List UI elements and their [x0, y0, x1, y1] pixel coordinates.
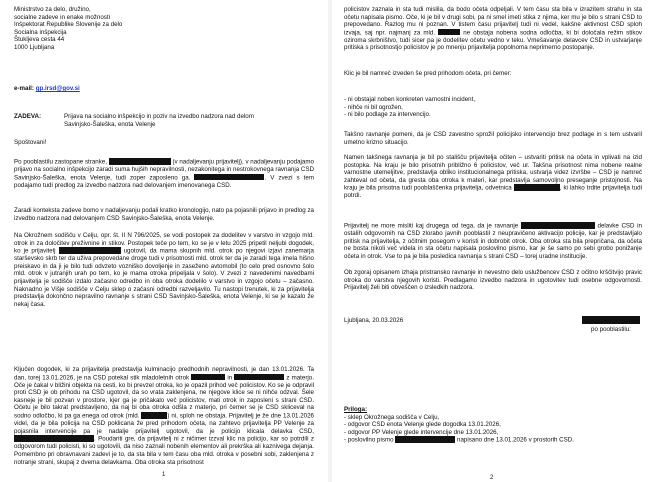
paragraph-text: Prijavitelj ne more misliti kaj drugega od tega, da je ravnanje — [344, 222, 519, 230]
redaction — [14, 435, 94, 442]
paragraph-call: Klic je bil namreč izveden še pred prihodom očeta, pri čemer: — [344, 70, 512, 77]
redaction — [234, 374, 284, 381]
page-number: 2 — [490, 475, 494, 481]
sender-line: socialne zadeve in enake možnosti — [14, 13, 110, 21]
email-line — [14, 85, 80, 93]
attachments — [344, 406, 642, 444]
attachment-item: - odgovor PP Velenje glede intervencije dne 13.01.2026, — [344, 428, 499, 436]
list-item: - nihče ni bil ogrožen, — [344, 103, 403, 111]
greeting: Spoštovani! — [14, 139, 47, 146]
paragraph-text: - poslovilno pismo — [344, 436, 394, 444]
condition-list — [344, 96, 642, 119]
list-item: - ni bilo podlage za intervencijo. — [344, 111, 431, 119]
paragraph-conclusion: Takšno ravnanje pomeni, da je CSD zavestno sprožil policijsko intervencijo brez podlage in s tem ustvaril umetno krizno situacijo. — [344, 131, 642, 146]
paragraph-text: (v nadaljevanju prijavitelj), v nadaljevanju podajamo prijavo na socialno inšpekcijo zaradi suma hujših nepravilnosti, nezakonitega in nestrokovnega ravnanja CSD Savinjsko-Šaleška, enota Velenje, tudi zoper zaposleno ga. — [14, 158, 314, 182]
sender-line: Inšpektorat Republike Slovenije za delo — [14, 21, 123, 29]
redaction — [514, 184, 560, 191]
paragraph-text: policistov zaznala in sta tudi mislila, da bodo očeta odpeljali. V tem času sta bila v izrazitem strahu in sta očetu napisala pismo. Oče, ki je bil v drugi sobi, pa ni smel imeti stika z njima, ker mu je bilo s strani CSD to prepovedano. Razlog mu ni poznan. V tistem času prijavitelj tudi ni vedel, kakšne aktivnost CSD sploh izvaja, saj npr. najmanj za mld. — [344, 6, 642, 37]
paragraph-text: Po pooblastilu zastopane stranke, — [14, 158, 107, 166]
date-line: Ljubljana, 20.03.2026 — [344, 317, 404, 324]
paragraph-text: in — [227, 374, 233, 382]
paragraph-proposal: Ob zgoraj opisanem izhaja pristransko ravnanje in nevestno delo uslužbencev CSD z očitno krščitvijo pravic otroka do varstva njegovih koristi. Predlagamo izvedbo nadzora in ugotovitev tudi osebne odgovornosti. Prijavitelj želi biti obveščen o izsledkih nadzora. — [344, 269, 642, 292]
redaction — [395, 436, 455, 443]
sender-line: 1000 Ljubljana — [14, 43, 55, 51]
paragraph-chronology — [14, 232, 314, 308]
redaction — [59, 247, 121, 254]
attachment-item — [344, 436, 642, 444]
sender-line: Socialna inšpekcija — [14, 28, 67, 36]
subject-label: ZADEVA: — [14, 113, 42, 120]
attachment-item: - sklep Okrožnega sodišča v Celju, — [344, 413, 440, 421]
page-number: 1 — [162, 472, 166, 478]
attachments-heading: Priloga: — [344, 406, 368, 413]
paragraph-text: Namen takšnega ravnanja je bil po stališču prijavitelja očiten – ustvariti pritisk na očeta in vplivati na izid postopka. Na kraju je bilo prisotnih približno 6 policistov, več ur. Takšna prisotnost nima nobene realne varnostne utemeljitve, predstavlja obliko institucionalnega pritiska, ustvarja videz izvršbe – CSD je namreč zahteval od očeta, da gresta oba otroka k materi, kar predstavlja samovoljno preseganje pristojnosti. Na kraju je bila prisotna tudi pooblaščenka prijavitelja, odvetnica — [344, 154, 642, 192]
paragraph-text: . V zvezi s tem podajamo tudi predlog za izvedbo nadzora nad delovanjem imenovanega CSD. — [14, 174, 314, 189]
email-label: e-mail: — [14, 85, 34, 92]
paragraph-text: ugotovil, da mama skupnih mld. otrok po njegovi izjavi zanemarja starševsko skrb ter da uživa prepovedane droge tudi v prisotnosti mld. otrok ter da je zaradi tega imela hišno preiskavo in da ji je bilo tudi odvzeto vozniško dovoljenje in zaseženo avtomobil (to celo pred osnovno šolo mld. otrok v jutranjih urah po tem, ko je mama otroka pripeljala v šolo). V zvezi z navedenimi navedbami prijavitelja je sodišče izdalo začasno odredbo in oba otroka dodelilo v varstvo in vzgojo očetu – začasno. Naknadno je Višje sodišče v Celju sklep o začasni odredbi razveljavilo. Tu nastopi trenutek, ki za prijavitelja predstavlja dokončno nepravilno ravnanje s strani CSD Savinjsko-Šaleška, enota Velenje, ki se je kazalo že nekaj časa. — [14, 247, 314, 308]
paragraph-text: delavke CSD in ostalih odgovornih na CSD zlorabo javnih pooblastil z neupravičeno aktivacijo policije, kar je predstavljalo pritisk na prijavitelja, z očitnim posegom v koristi in dobrobit otrok. Oba otroka sta bila prepričana, da očeta ne bosta nikoli več videla in sta očetu napisala poslovilno pismo, kar je še samo po sebi grobo ponižanje očeta in otrok. Vse to pa je bila posledica ravnanja s strani CSD – torej uradne institucije. — [344, 222, 642, 260]
paragraph-intro — [14, 158, 314, 189]
paragraph-text: , ki lahko trdite prijavitelja tudi potrdi. — [344, 184, 642, 200]
paragraph-text: ) ni, sploh ne obstaja. Prijavitelj je že dne 13.01.2026 videl, da je bila policija na CSD poklicana že pred prihodom očeta, na zahtevo prijavitelja PP Velenje za pojasnila intervencije pa je nadalje prijavitelj ugotovil, da je policijo klicala delavka CSD, — [14, 412, 314, 435]
redaction — [582, 316, 640, 324]
paragraph-purpose — [344, 154, 642, 200]
redaction — [141, 412, 167, 419]
page-one — [0, 0, 328, 482]
email-link[interactable]: gp.irsd@gov.si — [35, 85, 80, 92]
paragraph-text: Ključen dogodek, ki za prijavitelja predstavlja kulminacijo predhodnih nepravilnosti, je dan 13.01.2026. Ta dan, torej 13.01.2026, je na CSD potekal stik mladoletnih otrok — [14, 366, 314, 382]
signature-label: po pooblastilu: — [591, 325, 631, 333]
paragraph-text: . Poudariti gre, da prijavitelj ni z ničimer izzval klic na policijo, kar so potrdili z odgovorom tudi policisti, ki so ugotovili, da niso zaznali nobenih elementov ali prekrška ali kaznivega dejanja. Pomembno pri obravnavani zadevi je to, da sta bila v tem času oba mld. otroka v posebni sobi, zaklenjena z notranje strani, skupaj z dvema delavkama. Oba otroka sta prisotnost — [14, 435, 314, 466]
redaction — [191, 374, 225, 381]
redaction — [194, 174, 264, 181]
paragraph-text: ne obstaja nobena sodna odločba, ki bi določala režim stikov oziroma skrbništvo, tudi sicer pa je dodelitev očetu vedno v teku. Vmešavanje delavcev CSD in ustvarjanje pritiska s prisotnostjo policistov je po mnenju prijavitelja popolnoma neprimerno postopanje. — [344, 29, 642, 52]
sender-address — [14, 6, 214, 52]
paragraph-context: Zaradi konteksta zadeve bomo v nadaljevanju podali kratko kronologijo, nato pa pojasnili prijavo in predlog za izvedbo nadzora nad delovanjem CSD Savinjsko-Šaleška, enota Velenje. — [14, 207, 314, 222]
subject-text: Prijava na socialno inšpekcijo in poziv na izvedbo nadzora nad delom Savinjsko-Šaleška, enota Velenje — [64, 113, 254, 128]
paragraph-continuation — [344, 6, 642, 52]
redaction — [521, 222, 595, 229]
sender-line: Štukljeva cesta 44 — [14, 36, 65, 44]
paragraph-text: Na Okrožnem sodišču v Celju, opr. št. II N 796/2025, se vodi postopek za dodelitev v varstvo in vzgojo mld. otrok in za določitev preživnine in stikov. Postopek teče po tem, ko se je v letu 2025 pripetil neljubi dogodek, ko je prijavitelj — [14, 232, 314, 255]
paragraph-key-event — [14, 366, 314, 466]
paragraph-text: z materjo. Oče je čakal v bližini objekta na cesti, ko bi prevzel otroka, ko je opazil prihod več policistov. Ko se je odpravil proti CSD je ob prihodu na CSD ugotovil, da so vrata zaklenjena, ne njegove klice se ni nihče odzval. Šele kasneje je bil pozvan v prostore, kjer ga je pričakalo več policistov, mati otrok in zaposleni s strani CSD. Očetu je bilo takrat predstavljeno, da naj bi oba otroka odšla z materjo, pri čemer se je CSD skliceval na sodno odločbo, ki pa ga enega od otrok (mld. — [14, 374, 314, 420]
paragraph-text: napisano dne 13.01.2026 v prostorih CSD. — [457, 436, 574, 444]
sender-line: Ministrstvo za delo, družino, — [14, 6, 91, 13]
redaction — [438, 29, 460, 36]
paragraph-abuse — [344, 222, 642, 260]
signature-block — [576, 316, 646, 333]
list-item: - ni obstajal noben konkreten varnostni incident, — [344, 96, 476, 103]
attachment-item: - odgovor CSD enota Velenje glede dogodka 13.01.2026, — [344, 421, 501, 429]
redaction — [109, 158, 171, 165]
